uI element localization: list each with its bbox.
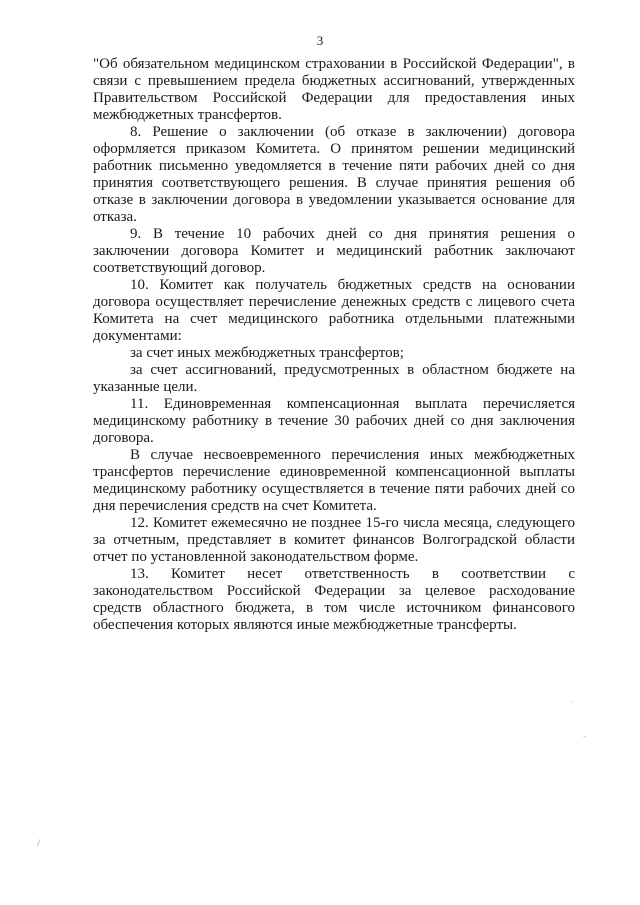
scan-speck: - [583,732,587,742]
paragraph-item-12: 12. Комитет ежемесячно не позднее 15-го числа месяца, следующего за отчетным, представляет в комитет финансов Волгоградской области отчет по установленной законодательством форме. [93,515,575,565]
paragraph-item-9: 9. В течение 10 рабочих дней со дня принятия решения о заключении договора Комитет и медицинский работник заключают соответствующий договор. [93,226,575,276]
paragraph-item-11: 11. Единовременная компенсационная выплата перечисляется медицинскому работнику в течение 30 рабочих дней со дня заключения договора. [93,396,575,446]
paragraph-item-10: 10. Комитет как получатель бюджетных средств на основании договора осуществляет перечисление денежных средств с лицевого счета Комитета на счет медицинского работника отдельными платежными документами: [93,277,575,344]
paragraph-item-8: 8. Решение о заключении (об отказе в заключении) договора оформляется приказом Комитета. О принятом решении медицинский работник письменно уведомляется в течение пяти рабочих дней со дня принятия соответствующего решения. В случае принятия решения об отказе в заключении договора в уведомлении указывается основание для отказа. [93,124,575,225]
paragraph-continuation: "Об обязательном медицинском страховании в Российской Федерации", в связи с превышением предела бюджетных ассигнований, утвержденных Правительством Российской Федерации для предоставления иных межбюджетных трансфертов. [93,56,575,123]
document-body [93,56,575,634]
paragraph-item-13: 13. Комитет несет ответственность в соответствии с законодательством Российской Федерации за целевое расходование средств областного бюджета, в том числе источником финансового обеспечения которых являются иные межбюджетные трансферты. [93,566,575,633]
scan-speck: · [570,698,573,708]
page-number: 3 [316,33,324,48]
scan-speck: / [37,839,41,849]
paragraph-item-11-note: В случае несвоевременного перечисления иных межбюджетных трансфертов перечисление единовременной компенсационной выплаты медицинскому работнику осуществляется в течение пяти рабочих дней со дня перечисления средств на счет Комитета. [93,447,575,514]
paragraph-item-10-sub-1: за счет иных межбюджетных трансфертов; [130,345,404,361]
paragraph-item-10-sub-2: за счет ассигнований, предусмотренных в областном бюджете на указанные цели. [93,362,575,395]
